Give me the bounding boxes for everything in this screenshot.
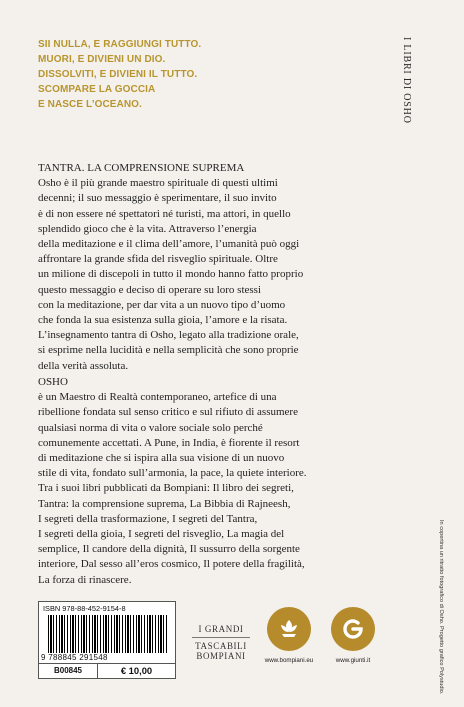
tantra-section [38,161,410,374]
tantra-text-line: con la meditazione, per dar vita a un nuovo tipo d’uomo [38,298,286,311]
tantra-text-line: un milione di discepoli in tutto il mondo hanno fatto proprio [38,268,304,281]
osho-text-line: Tantra: la comprensione suprema, La Bibbia di Rajneesh, [38,497,291,510]
osho-text-line: è un Maestro di Realtà contemporaneo, artefice di una [38,391,277,404]
osho-text-line: La forza di rinascere. [38,573,132,586]
bompiani-url[interactable]: www.bompiani.eu [264,657,314,664]
collana-line: I GRANDI [198,624,244,634]
credits-text: In copertina un ritratto fotografico di Osho. Progetto grafico Polystudio. [438,520,444,695]
price: € 10,00 [98,663,175,678]
tantra-title: TANTRA. LA COMPRENSIONE SUPREMA [38,162,245,174]
tantra-text-line: affrontare la grande sfida del risveglio spirituale. Oltre [38,253,278,266]
osho-text-line: di meditazione che si ispira alla sua visione di un nuovo [38,452,285,465]
tantra-text-line: questo messaggio e deciso di operare su loro stessi [38,283,262,296]
barcode-box [38,601,176,679]
collana-label [186,624,256,661]
quote-line: SCOMPARE LA GOCCIA [38,84,156,95]
osho-title: OSHO [38,376,68,388]
series-title: I LIBRI DI OSHO [401,37,412,124]
barcode-bars [48,615,168,653]
credits-vertical [433,520,447,700]
tantra-text-line: che fonda la sua esistenza sulla gioia, l’amore e la risata. [38,314,288,327]
collana-divider [192,637,250,638]
tantra-text-line: della meditazione e il clima dell’amore, l’umanità può oggi [38,238,300,251]
back-cover-quote [38,37,201,112]
bompiani-logo [267,607,311,651]
barcode-digits: 9 788845 291548 [41,653,108,662]
osho-text-line: I segreti della trasformazione, I segreti del Tantra, [38,512,258,525]
bompiani-flower-icon [276,616,302,642]
product-code: B00845 [39,663,98,678]
tantra-text-line: splendido gioco che è la vita. Attraverso l’energia [38,222,257,235]
quote-line: SII NULLA, E RAGGIUNGI TUTTO. [38,39,202,50]
tantra-text-line: Osho è il più grande maestro spirituale di questi ultimi [38,177,278,190]
collana-line: BOMPIANI [196,651,246,661]
osho-text-line: ribellione fondata sul senso critico e sul rifiuto di assumere [38,406,298,419]
osho-text-line: I segreti della gioia, I segreti del risveglio, La magia del [38,528,285,541]
giunti-g-icon [340,616,366,642]
osho-text-line: qualsiasi norma di vita o valore sociale solo perché [38,421,263,434]
quote-line: E NASCE L’OCEANO. [38,99,142,110]
osho-section [38,375,410,588]
quote-line: MUORI, E DIVIENI UN DIO. [38,54,166,65]
osho-text-line: stile di vita, fondato sull’armonia, la pace, la quiete interiore. [38,467,307,480]
tantra-text-line: decenni; il suo messaggio è sperimentare, il suo invito [38,192,277,205]
tantra-text-line: è di non essere né spettatori né turisti, ma attori, in quello [38,207,291,220]
giunti-url[interactable]: www.giunti.it [335,657,371,664]
tantra-text-line: L’insegnamento tantra di Osho, legato alla tradizione orale, [38,329,299,342]
tantra-text-line: si esprime nella lucidità e nella semplicità che sono proprie [38,344,299,357]
osho-text-line: comunemente accettati. A Pune, in India, è fiorente il resort [38,436,300,449]
isbn-text: ISBN 978-88-452-9154-8 [43,604,126,613]
giunti-logo [331,607,375,651]
quote-line: DISSOLVITI, E DIVIENI IL TUTTO. [38,69,198,80]
osho-text-line: interiore, Dal sesso all’eros cosmico, Il potere della fragilità, [38,558,305,571]
collana-line: TASCABILI [195,641,247,651]
osho-text-line: Tra i suoi libri pubblicati da Bompiani: Il libro dei segreti, [38,482,294,495]
tantra-text-line: della verità assoluta. [38,359,129,372]
osho-text-line: semplice, Il candore della dignità, Il sussurro della sorgente [38,543,300,556]
